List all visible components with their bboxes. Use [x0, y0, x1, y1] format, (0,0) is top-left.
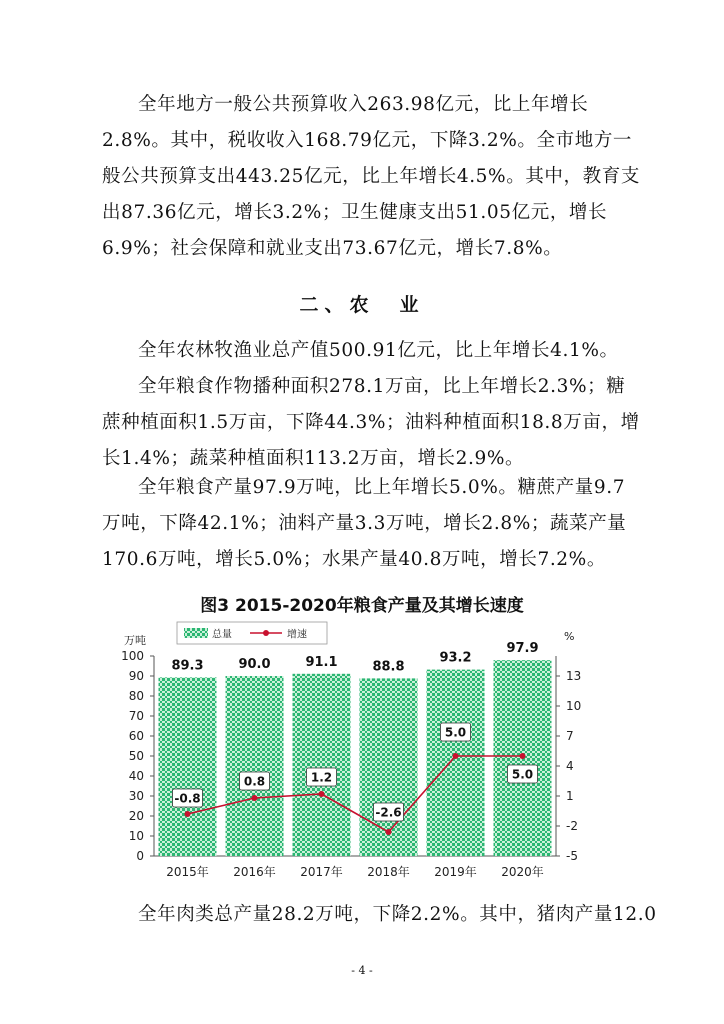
- left-tick-label: 40: [128, 769, 144, 783]
- growth-value-label: 0.8: [243, 774, 266, 789]
- right-tick-label: 4: [566, 759, 574, 773]
- right-axis-unit: %: [564, 630, 575, 643]
- right-tick-label: 13: [566, 669, 582, 683]
- bar-value-label: 88.8: [372, 659, 405, 675]
- paragraph-fiscal: 全年地方一般公共预算收入263.98亿元，比上年增长2.8%。其中，税收收入168.79亿元，下降3.2%。全市地方一般公共预算支出443.25亿元，比上年增长4.5%。其中，教育支出87.36亿元，增长3.2%；卫生健康支出51.05亿元，增长6.9%；社会保障和就业支出73.67亿元，增长7.8%。: [102, 94, 640, 259]
- right-tick-label: 7: [566, 729, 574, 743]
- growth-value-label: -2.6: [375, 805, 402, 820]
- growth-value-label: -0.8: [174, 791, 201, 806]
- bar-value-label: 93.2: [439, 650, 472, 666]
- grain-output-chart: [102, 618, 622, 890]
- x-tick-label: 2017年: [300, 865, 343, 879]
- left-tick-label: 0: [136, 849, 144, 863]
- paragraph-crop-output: 全年粮食产量97.9万吨，比上年增长5.0%。糖蔗产量9.7万吨，下降42.1%；油料产量3.3万吨，增长2.8%；蔬菜产量170.6万吨，增长5.0%；水果产量40.8万吨，增长7.2%。: [102, 477, 627, 570]
- growth-point: [252, 795, 258, 801]
- growth-value-label: 5.0: [444, 725, 467, 740]
- left-tick-label: 30: [128, 789, 144, 803]
- right-tick-label: -5: [566, 849, 578, 863]
- bar-value-label: 91.1: [305, 654, 338, 670]
- x-tick-label: 2016年: [233, 865, 276, 879]
- left-tick-label: 60: [128, 729, 144, 743]
- left-tick-label: 70: [128, 709, 144, 723]
- page-number: - 4 -: [351, 964, 373, 977]
- left-tick-label: 100: [121, 649, 144, 663]
- bar-2019年: [427, 670, 485, 856]
- growth-value-label: 1.2: [310, 770, 333, 785]
- legend-bar-swatch: [184, 628, 208, 638]
- legend-line-marker: [263, 630, 269, 636]
- growth-point: [185, 811, 191, 817]
- left-axis-unit: 万吨: [124, 634, 146, 647]
- growth-value-label: 5.0: [511, 767, 534, 782]
- x-tick-label: 2019年: [434, 865, 477, 879]
- bar-value-label: 97.9: [506, 641, 539, 657]
- left-tick-label: 10: [128, 829, 144, 843]
- growth-point: [319, 791, 325, 797]
- growth-point: [453, 753, 459, 759]
- right-tick-label: 1: [566, 789, 574, 803]
- right-tick-label: -2: [566, 819, 578, 833]
- legend-bar-label: 总量: [212, 629, 232, 641]
- growth-point: [386, 829, 392, 835]
- x-tick-label: 2015年: [166, 865, 209, 879]
- bar-value-label: 89.3: [171, 658, 204, 674]
- paragraph-planting-area: 全年粮食作物播种面积278.1万亩，比上年增长2.3%；糖蔗种植面积1.5万亩，下降44.3%；油料种植面积18.8万亩，增长1.4%；蔬菜种植面积113.2万亩，增长2.9%。: [102, 376, 640, 469]
- legend-line-label: 增速: [287, 629, 307, 641]
- bar-2016年: [226, 676, 284, 856]
- left-tick-label: 20: [128, 809, 144, 823]
- chart-title: 图3 2015-2020年粮食产量及其增长速度: [200, 596, 524, 616]
- bar-2015年: [159, 677, 217, 856]
- left-tick-label: 80: [128, 689, 144, 703]
- growth-point: [520, 753, 526, 759]
- x-tick-label: 2018年: [367, 865, 410, 879]
- right-tick-label: 10: [566, 699, 582, 713]
- paragraph-meat: 全年肉类总产量28.2万吨，下降2.2%。其中，猪肉产量12.0: [138, 904, 657, 925]
- left-tick-label: 90: [128, 669, 144, 683]
- section-heading: 二、农 业: [299, 294, 425, 316]
- x-tick-label: 2020年: [501, 865, 544, 879]
- left-tick-label: 50: [128, 749, 144, 763]
- paragraph-agri-output: 全年农林牧渔业总产值500.91亿元，比上年增长4.1%。: [138, 340, 619, 361]
- bar-2017年: [293, 674, 351, 856]
- bar-value-label: 90.0: [238, 657, 271, 672]
